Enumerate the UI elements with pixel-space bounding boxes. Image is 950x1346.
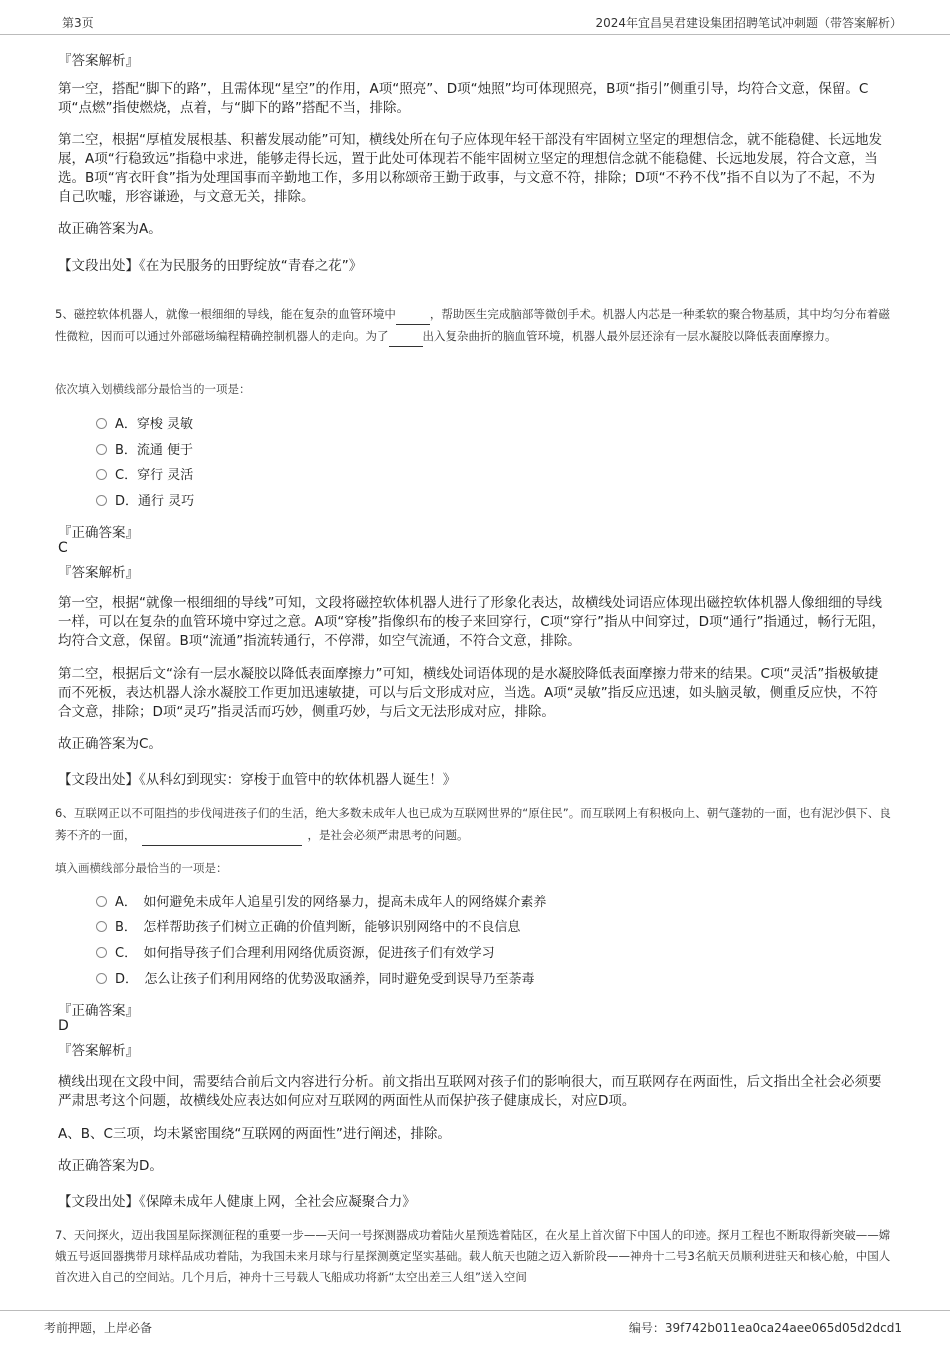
q5-answer: C (58, 540, 68, 556)
page-number: 第3页 (62, 16, 94, 30)
q5-option-a-label: A．穿梭 灵敏 (115, 417, 194, 432)
q6-text-a: 6、互联网正以不可阻挡的步伐闯进孩子们的生活，绝大多数未成年人也已成为互联网世界的“原住民”。而互联网上有积极向上、朝气蓬勃的一面，也有泥沙俱下、良莠不齐的一面， (55, 806, 891, 842)
document-id: 编号：39f742b011ea0ca24aee065d05d2dcd1 (628, 1321, 902, 1335)
q5-text-b: ，帮助医生完成脑部等微创手术。机器人内芯是一种柔软的聚合物基质，其中均匀分布着磁性微粒，因而可以通过外部磁场编程精确控制机器人的走向。为了 (55, 307, 890, 343)
q5-source: 【文段出处】《从科幻到现实：穿梭于血管中的软体机器人诞生！》 (58, 772, 457, 788)
q5-option-a[interactable] (96, 415, 193, 435)
q5-answer-label: 『正确答案』 (58, 525, 139, 541)
document-title: 2024年宜昌昊君建设集团招聘笔试冲刺题（带答案解析） (595, 16, 902, 30)
q4-source: 【文段出处】《在为民服务的田野绽放“青春之花”》 (58, 258, 363, 274)
q6-answer: D (58, 1018, 69, 1034)
q5-blank-1 (396, 303, 430, 325)
radio-icon[interactable] (96, 418, 107, 429)
q6-option-b-label: B． 怎样帮助孩子们树立正确的价值判断，能够识别网络中的不良信息 (115, 920, 521, 935)
q4-conclusion: 故正确答案为A。 (58, 221, 162, 237)
q5-blank-2 (389, 325, 423, 347)
footer-slogan: 考前押题，上岸必备 (44, 1321, 153, 1335)
radio-icon[interactable] (96, 495, 107, 506)
q6-option-c-label: C． 如何指导孩子们合理利用网络优质资源，促进孩子们有效学习 (115, 946, 495, 961)
radio-icon[interactable] (96, 469, 107, 480)
q4-analysis-p2: 第二空，根据“厚植发展根基、积蓄发展动能”可知，横线处所在句子应体现年轻干部没有牢固树立坚定的理想信念，就不能稳健、长远地发展，A项“行稳致远”指稳中求进，能够走得长远，置于此处可体现若不能牢固树立坚定的理想信念就不能稳健、长远地发展，符合文意，当选。B项“宵衣旰食”指为处理国事而辛勤地工作，多用以称颂帝王勤于政事，与文意不符，排除；D项“不矜不伐”指不自以为了不起，不为自己吹嘘，形容谦逊，与文意无关，排除。 (58, 132, 882, 205)
q6-option-d-label: D． 怎么让孩子们利用网络的优势汲取涵养，同时避免受到误导乃至荼毒 (115, 972, 535, 987)
q6-analysis-label: 『答案解析』 (58, 1043, 139, 1059)
q6-option-a-label: A． 如何避免未成年人追星引发的网络暴力，提高未成年人的网络媒介素养 (115, 895, 547, 910)
q4-analysis-label: 『答案解析』 (58, 53, 139, 69)
q5-option-d[interactable] (96, 492, 194, 512)
q6-source: 【文段出处】《保障未成年人健康上网，全社会应凝聚合力》 (58, 1194, 416, 1210)
q6-text-b: ，是社会必须严肃思考的问题。 (307, 828, 469, 842)
q5-conclusion: 故正确答案为C。 (58, 736, 162, 752)
q5-option-c[interactable] (96, 466, 193, 486)
q5-prompt: 依次填入划横线部分最恰当的一项是： (55, 382, 251, 396)
q6-option-a[interactable] (96, 893, 546, 913)
q6-question (55, 803, 900, 846)
radio-icon[interactable] (96, 896, 107, 907)
radio-icon[interactable] (96, 973, 107, 984)
q5-analysis-label: 『答案解析』 (58, 565, 139, 581)
page-header (0, 0, 950, 35)
q5-question (55, 303, 900, 347)
q5-option-b-label: B．流通 便于 (115, 443, 194, 458)
q6-prompt: 填入画横线部分最恰当的一项是： (55, 861, 228, 875)
q5-option-c-label: C．穿行 灵活 (115, 468, 194, 483)
q6-conclusion: 故正确答案为D。 (58, 1158, 163, 1174)
q5-text-a: 5、磁控软体机器人，就像一根细细的导线，能在复杂的血管环境中 (55, 307, 396, 321)
q4-analysis-p1: 第一空，搭配“脚下的路”，且需体现“星空”的作用，A项“照亮”、D项“烛照”均可体现照亮，B项“指引”侧重引导，均符合文意，保留。C项“点燃”指使燃烧，点着，与“脚下的路”搭配不当，排除。 (58, 81, 869, 116)
q5-text-c: 出入复杂曲折的脑血管环境，机器人最外层还涂有一层水凝胶以降低表面摩擦力。 (422, 329, 837, 343)
q5-option-d-label: D．通行 灵巧 (115, 494, 195, 509)
q6-option-b[interactable] (96, 918, 520, 938)
q6-analysis-p1: 横线出现在文段中间，需要结合前后文内容进行分析。前文指出互联网对孩子们的影响很大，而互联网存在两面性，后文指出全社会必须要严肃思考这个问题，故横线处应表达如何应对互联网的两面性从而保护孩子健康成长，对应D项。 (58, 1074, 882, 1109)
q6-answer-label: 『正确答案』 (58, 1003, 139, 1019)
radio-icon[interactable] (96, 444, 107, 455)
page-footer (0, 1310, 950, 1346)
q5-analysis-p1: 第一空，根据“就像一根细细的导线”可知，文段将磁控软体机器人进行了形象化表达，故横线处词语应体现出磁控软体机器人像细细的导线一样，可以在复杂的血管环境中穿过之意。A项“穿梭”指像织布的梭子来回穿行，C项“穿行”指从中间穿过，D项“通行”指通过，畅行无阻，均符合文意，保留。B项“流通”指流转通行，不停滞，如空气流通，不符合文意，排除。 (58, 595, 886, 649)
q7-question: 7、天问探火，迈出我国星际探测征程的重要一步——天问一号探测器成功着陆火星预选着陆区，在火星上首次留下中国人的印迹。探月工程也不断取得新突破——嫦娥五号返回器携带月球样品成功着陆，为我国未来月球与行星探测奠定坚实基础。载人航天也随之迈入新阶段——神舟十二号3名航天员顺利进驻天和核心舱，中国人首次进入自己的空间站。几个月后，神舟十三号载人飞船成功将新“太空出差三人组”送入空间 (55, 1228, 891, 1284)
q5-option-b[interactable] (96, 441, 193, 461)
q6-option-d[interactable] (96, 970, 535, 990)
radio-icon[interactable] (96, 947, 107, 958)
q6-analysis-p2: A、B、C三项，均未紧密围绕“互联网的两面性”进行阐述，排除。 (58, 1126, 451, 1142)
q6-option-c[interactable] (96, 944, 495, 964)
q5-analysis-p2: 第二空，根据后文“涂有一层水凝胶以降低表面摩擦力”可知，横线处词语体现的是水凝胶降低表面摩擦力带来的结果。C项“灵活”指极敏捷而不死板，表达机器人涂水凝胶工作更加迅速敏捷，可以与后文形成对应，当选。A项“灵敏”指反应迅速，如头脑灵敏，侧重反应快，不符合文意，排除；D项“灵巧”指灵活而巧妙，侧重巧妙，与后文无法形成对应，排除。 (58, 666, 879, 720)
radio-icon[interactable] (96, 921, 107, 932)
q6-blank (142, 824, 302, 846)
